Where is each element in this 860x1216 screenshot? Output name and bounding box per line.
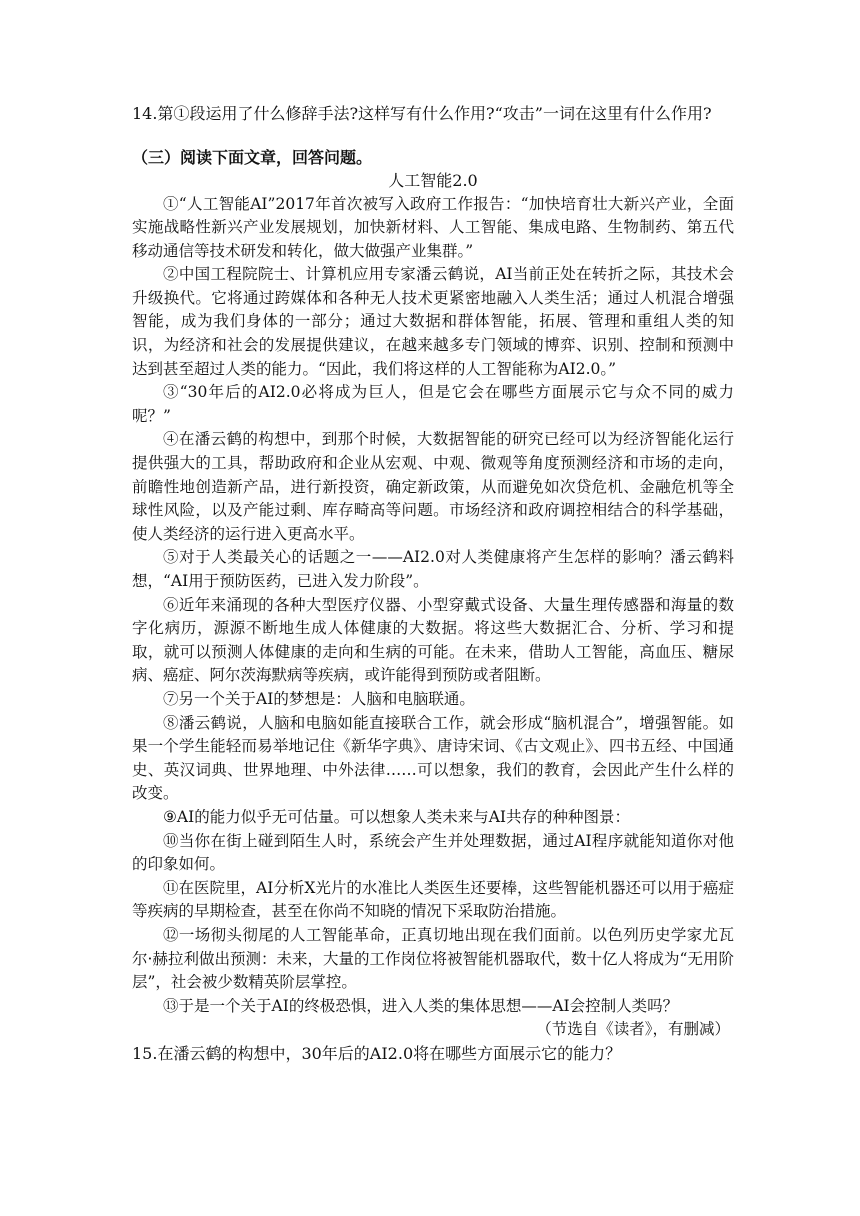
question-15: 15.在潘云鹤的构想中，30年后的AI2.0将在哪些方面展示它的能力？ [132, 1043, 622, 1063]
paragraph: ⑩当你在街上碰到陌生人时，系统会产生并处理数据，通过AI程序就能知道你对他的印象如何。 [132, 831, 734, 874]
paragraph: ②中国工程院院士、计算机应用专家潘云鹤说，AI当前正处在转折之际，其技术会升级换代。它将通过跨媒体和各种无人技术更紧密地融入人类生活；通过人机混合增强智能，成为我们身体的一部分；通过大数据和群体智能，拓展、管理和重组人类的知识，为经济和社会的发展提供建议，在越来越多专门领域的博弈、识别、控制和预测中达到甚至超过人类的能力。“因此，我们将这样的人工智能称为AI2.0。” [132, 265, 734, 378]
paragraph: ⑬于是一个关于AI的终极恐惧，进入人类的集体思想——AI会控制人类吗？ [163, 996, 679, 1015]
article-title: 人工智能2.0 [388, 171, 478, 190]
paragraph: ⑪在医院里，AI分析X光片的水准比人类医生还要棒，这些智能机器还可以用于癌症等疾病的早期检查，甚至在你尚不知晓的情况下采取防治措施。 [132, 878, 734, 921]
question-14: 14.第①段运用了什么修辞手法?这样写有什么作用?“攻击”一词在这里有什么作用? [132, 104, 712, 123]
paragraph: ⑥近年来涌现的各种大型医疗仪器、小型穿戴式设备、大量生理传感器和海量的数字化病历，源源不断地生成人体健康的大数据。将这些大数据汇合、分析、学习和提取，就可以预测人体健康的走向和生病的可能。在未来，借助人工智能，高血压、糖尿病、癌症、阿尔茨海默病等疾病，或许能得到预防或者阻断。 [132, 595, 734, 685]
paragraph: ⑨AI的能力似乎无可估量。可以想象人类未来与AI共存的种种图景： [163, 807, 631, 826]
paragraph: ⑧潘云鹤说，人脑和电脑如能直接联合工作，就会形成“脑机混合”，增强智能。如果一个学生能轻而易举地记住《新华字典》、唐诗宋词、《古文观止》、四书五经、中国通史、英汉词典、世界地理、中外法律……可以想象，我们的教育，会因此产生什么样的改变。 [132, 713, 734, 803]
article-body [132, 193, 734, 1019]
document-page [132, 102, 734, 1065]
paragraph: ③“30年后的AI2.0必将成为巨人，但是它会在哪些方面展示它与众不同的威力呢？” [132, 383, 734, 425]
section-heading: （三）阅读下面文章，回答问题。 [132, 147, 373, 167]
paragraph: ⑫一场彻头彻尾的人工智能革命，正真切地出现在我们面前。以色列历史学家尤瓦尔·赫拉利做出预测：未来，大量的工作岗位将被智能机器取代，数十亿人将成为“无用阶层”，社会被少数精英阶层掌控。 [132, 925, 734, 992]
article-source: （节选自《读者》，有删减） [536, 1020, 730, 1039]
paragraph: ⑦另一个关于AI的梦想是：人脑和电脑联通。 [163, 689, 475, 708]
paragraph: ①“人工智能AI”2017年首次被写入政府工作报告：“加快培育壮大新兴产业，全面实施战略性新兴产业发展规划，加快新材料、人工智能、集成电路、生物制药、第五代移动通信等技术研发和转化，做大做强产业集群。” [132, 194, 734, 260]
paragraph: ④在潘云鹤的构想中，到那个时候，大数据智能的研究已经可以为经济智能化运行提供强大的工具，帮助政府和企业从宏观、中观、微观等角度预测经济和市场的走向，前瞻性地创造新产品，进行新投资，确定新政策，从而避免如次贷危机、金融危机等全球性风险，以及产能过剩、库存畸高等问题。市场经济和政府调控相结合的科学基础，使人类经济的运行进入更高水平。 [132, 430, 734, 543]
paragraph: ⑤对于人类最关心的话题之一——AI2.0对人类健康将产生怎样的影响？潘云鹤料想，“AI用于预防医药，已进入发力阶段”。 [132, 548, 734, 590]
